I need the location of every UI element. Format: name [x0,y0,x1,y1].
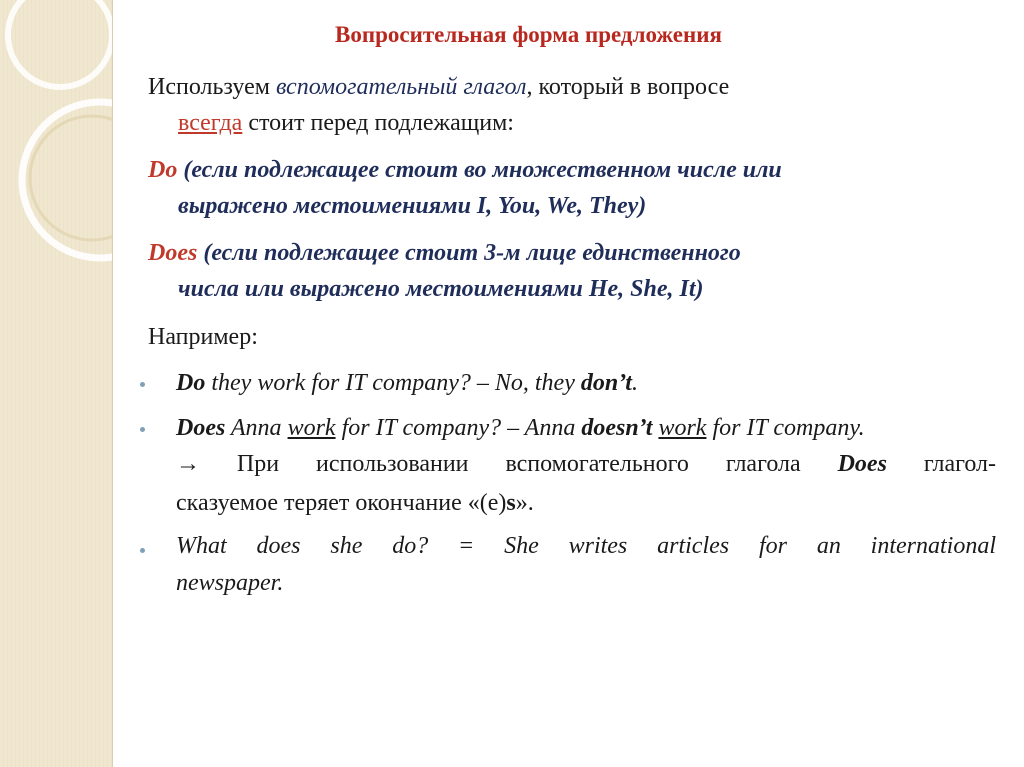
example-label: Например: [148,324,258,350]
intro-aux-verb: вспомогательный глагол [275,74,527,100]
bullet-2-arrow-text: → При использовании вспомогательного глагола [176,451,838,477]
intro-always: всегда [178,110,243,136]
do-rule-line-1 [148,155,782,185]
bullet-2-work-1: work [287,415,336,441]
bullet-1-text: they work for IT company? – No, they [205,370,581,396]
intro-line-1 [148,72,729,102]
bullet-2-line-1 [176,413,865,443]
bullet-2-ending-close: ». [515,490,534,516]
bullet-marker-3 [140,548,145,553]
bullet-3-line-2: newspaper. [176,570,284,596]
bullet-3-line-1: What does she do? = She writes articles for an international [176,533,996,559]
bullet-2-line-2 [176,446,996,482]
bullet-2-ending-s: s [506,490,516,516]
do-rule-text-1: (если подлежащее стоит во множественном числе или [177,157,782,183]
does-rule-line-2: числа или выражено местоимениями He, She, It) [178,276,704,302]
bullet-2-ending-text: сказуемое теряет окончание «(e) [176,490,507,516]
intro-text-2: , который в вопросе [526,74,730,100]
bullet-2-doesnt: doesn’t [581,415,653,441]
do-rule-line-2: выражено местоимениями I, You, We, They) [178,193,647,219]
bullet-2-does-2: Does [837,451,887,477]
bullet-2-text-1: Anna [225,415,288,441]
intro-text-1: Используем [148,74,276,100]
bullet-2-line-3 [176,488,534,518]
slide-title: Вопросительная форма предложения [335,22,722,47]
bullet-1-dont: don’t [580,370,632,396]
bullet-2-work-2: work [658,415,707,441]
do-word: Do [148,157,178,183]
intro-text-3: стоит перед подлежащим: [242,110,514,136]
does-rule-line-1 [148,238,741,268]
bullet-2-text-2: for IT company? – Anna [335,415,582,441]
does-rule-text-1: (если подлежащее стоит 3-м лице единственного [197,240,741,266]
intro-line-2 [178,108,514,138]
does-word: Does [148,240,198,266]
bullet-marker-2 [140,427,145,432]
bullet-2-text-4: for IT company. [706,415,865,441]
bullet-marker-1 [140,382,145,387]
bullet-2-does: Does [176,415,226,441]
bullet-2-arrow-text-end: глагол- [886,451,997,477]
bullet-1 [176,368,638,398]
bullet-1-end: . [631,370,638,396]
bullet-1-do: Do [176,370,206,396]
